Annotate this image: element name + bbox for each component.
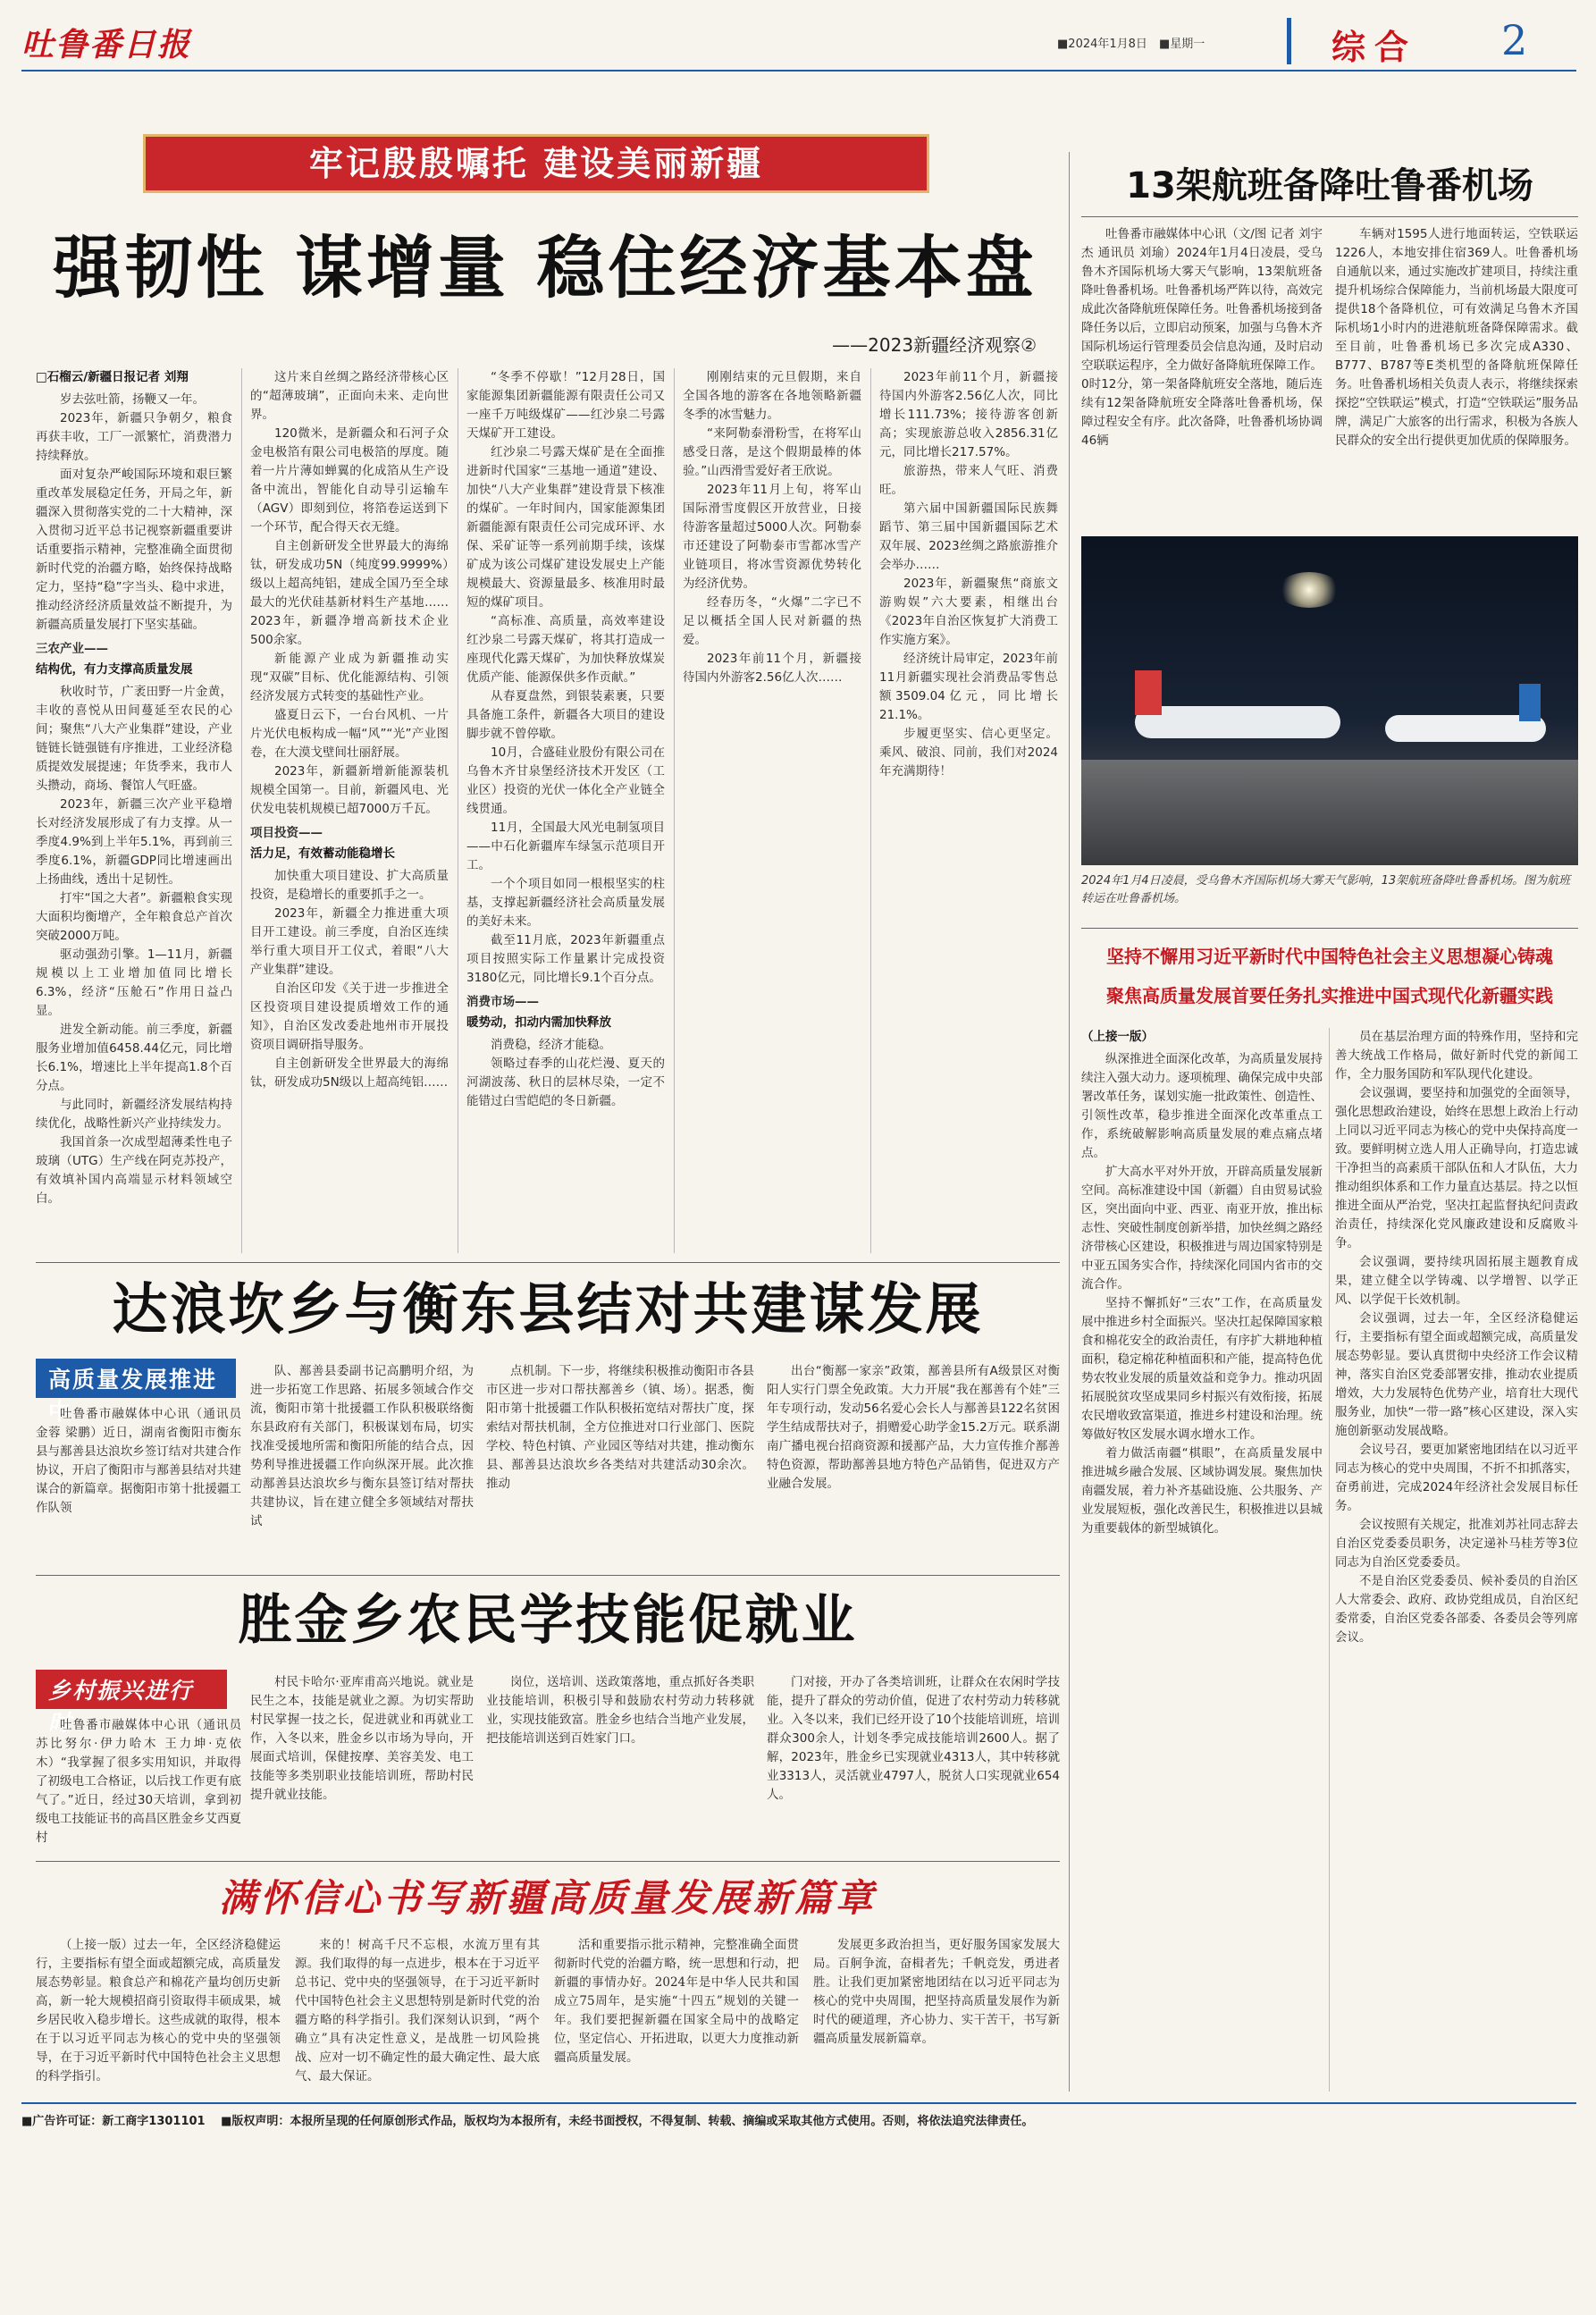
- para: 坚持不懈抓好“三农”工作，在高质量发展中推进乡村全面振兴。坚决扛起保障国家粮食和棉花安全的政治责任，有序扩大耕地种植面积，稳定棉花种植面积和产能，提高特色优势农牧业发展的质量效益和竞争力。推动巩固拓展脱贫攻坚成果同乡村振兴有效衔接，拓展农民增收致富渠道，推进乡村建设和治理。统筹做好牧区发展水调水增水工作。: [1081, 1296, 1323, 1442]
- col-divider: [241, 368, 242, 1253]
- footer: [21, 2111, 1576, 2136]
- article6-col1: [36, 1936, 281, 2092]
- para: 步履更坚实、信心更坚定。乘风、破浪、同前，我们对2024年充满期待！: [879, 727, 1058, 779]
- continued-note: （上接一版）: [1081, 1030, 1154, 1044]
- article2-rule: [1081, 216, 1578, 217]
- para: 自主创新研发全世界最大的海绵钛，研发成功5N级以上超高纯铝……: [250, 1056, 449, 1090]
- article4-tag-text: 高质量发展推进中: [48, 1367, 218, 1425]
- para: 来的！树高千尺不忘根，水流万里有其源。我们取得的每一点进步，根本在于习近平总书记、党中央的坚强领导，在于习近平新时代中国特色社会主义思想特别是新时代党的治疆方略的科学指引。我们深刻认识到，“两个确立”具有决定性意义，是战胜一切风险挑战、应对一切不确定性的最大确定性、最大底气、最大保证。: [295, 1938, 540, 2084]
- date-text: 2024年1月8日: [1068, 38, 1147, 51]
- para: 不是自治区党委委员、候补委员的自治区人大常委会、政府、政协党组成员，自治区纪委常委，自治区党委各部委、各委员会等列席会议。: [1335, 1574, 1578, 1645]
- para: 会议强调，过去一年，全区经济稳健运行，主要指标有望全面或超额完成，高质量发展态势彰显。要认真贯彻中央经济工作会议精神，落实自治区党委部署安排，推动农业提质增效，大力发展特色优势产业，培育壮大现代服务业，加快“一带一路”核心区建设，深入实施创新驱动发展战略。: [1335, 1311, 1578, 1438]
- col-divider: [1329, 1028, 1330, 2092]
- article4-col2: [250, 1362, 474, 1566]
- col-divider: [870, 368, 871, 1253]
- photo-aircraft-tail: [1519, 684, 1541, 721]
- article6-title-text: 满怀信心书写新疆高质量发展新篇章: [218, 1876, 877, 1920]
- photo-caption: [1081, 872, 1578, 917]
- para: 2023年，新疆三次产业平稳增长对经济发展形成了有力支撑。从一季度4.9%到上半年5.1%，再到前三季度6.1%，新疆GDP同比增速画出上扬曲线，透出十足韧性。: [36, 797, 232, 887]
- article6-title: [36, 1870, 1060, 1927]
- para: 驱动强劲引擎。1—11月，新疆规模以上工业增加值同比增长6.3%，经济“压舱石”作用日益凸显。: [36, 947, 232, 1018]
- para: 2023年11月上旬，将军山国际滑雪度假区开放营业，日接待游客量超过5000人次。阿勒泰市还建设了阿勒泰市雪都冰雪产业链项目，将冰雪资源优势转化为经济优势。: [683, 483, 861, 591]
- article1-col2: [250, 368, 449, 1253]
- para: “来阿勒泰滑粉雪，在将军山感受日落，是这个假期最棒的体验。”山西滑雪爱好者王欣说。: [683, 426, 861, 478]
- footer-rule: [21, 2102, 1576, 2104]
- article6-col3: [554, 1936, 799, 2092]
- sub-title: 结构优，有力支撑高质量发展: [36, 662, 193, 677]
- article5-title: [36, 1582, 1060, 1659]
- photo-aircraft-tail: [1135, 670, 1162, 715]
- para: 新能源产业成为新疆推动实现“双碳”目标、优化能源结构、引领经济发展方式转变的基础性产业。: [250, 652, 449, 703]
- article5-col3: [486, 1673, 754, 1852]
- article5-title-text: 胜金乡农民学技能促就业: [238, 1589, 858, 1652]
- para: 2023年，新疆聚焦“商旅文游购娱”六大要素，相继出台《2023年自治区恢复扩大消费工作实施方案》。: [879, 577, 1058, 647]
- article4-tag: [36, 1359, 236, 1425]
- para: “冬季不停歇！”12月28日，国家能源集团新疆能源有限责任公司又一座千万吨级煤矿——红沙泉二号露天煤矿开工建设。: [466, 370, 665, 441]
- para: 消费稳，经济才能稳。: [491, 1038, 611, 1052]
- sub-heading: 三农产业——: [36, 642, 108, 656]
- sub-heading: 项目投资——: [250, 826, 323, 840]
- col-divider: [674, 368, 675, 1253]
- para: 活和重要指示批示精神，完整准确全面贯彻新时代党的治疆方略，统一思想和行动，把新疆的事情办好。2024年是中华人民共和国成立75周年，是实施“十四五”规划的关键一年。我们要把握新疆在国家全局中的战略定位，坚定信心、开拓进取，以更大力度推动新疆高质量发展。: [554, 1938, 799, 2065]
- article2-title-text: 13架航班备降吐鲁番机场: [1126, 165, 1533, 206]
- article5-col4: [767, 1673, 1060, 1852]
- article5-col1: [36, 1716, 241, 1852]
- section-text: 综合: [1331, 28, 1418, 67]
- para: 领略过春季的山花烂漫、夏天的河湖波荡、秋日的层林尽染，一定不能错过白雪皑皑的冬日新疆。: [466, 1056, 665, 1108]
- article4-title-text: 达浪坎乡与衡东县结对共建谋发展: [112, 1276, 984, 1342]
- photo-tarmac: [1081, 760, 1578, 865]
- para: 队、鄯善县委副书记高鹏明介绍，为进一步拓宽工作思路、拓展多领域合作交流，衡阳市第十批援疆工作队积极联络衡东县政府有关部门，积极谋划布局，切实找准受援地所需和衡阳所能的结合点，因势利导推进援疆工作向纵深开展。此次推动鄯善县达浪坎乡与衡东县签订结对帮扶共建协议，旨在建立健全多领域结对帮扶试: [250, 1364, 474, 1528]
- masthead-logo: [21, 20, 290, 64]
- page-number: [1501, 16, 1564, 66]
- para: 加快重大项目建设、扩大高质量投资，是稳增长的重要抓手之一。: [250, 869, 449, 902]
- para: 纵深推进全面深化改革，为高质量发展持续注入强大动力。逐项梳理、确保完成中央部署改革任务，谋划实施一批政策性、创造性、引领性改革，稳步推进全面深化改革重点工作，系统破解影响高质量发展的难点痛点堵点。: [1081, 1052, 1323, 1160]
- para: 着力做活南疆“棋眼”，在高质量发展中推进城乡融合发展、区域协调发展。聚焦加快南疆发展，着力补齐基础设施、公共服务、产业发展短板，强化改善民生，积极推进以县城为重要载体的新型城镇化。: [1081, 1446, 1323, 1536]
- para: 点机制。下一步，将继续积极推动衡阳市各县市区进一步对口帮扶鄯善乡（镇、场）。据悉，衡阳市第十批援疆工作队积极拓宽结对帮扶广度，探索结对帮扶机制，全方位推进对口行业部门、医院学校、特色村镇、产业园区等结对共建，推动衡东县、鄯善县达浪坎乡各类结对共建活动30余次。推动: [486, 1364, 754, 1491]
- para: 截至11月底，2023年新疆重点项目按照实际工作量累计完成投资3180亿元，同比增长9.1个百分点。: [466, 933, 665, 985]
- para: 面对复杂严峻国际环境和艰巨繁重改革发展稳定任务，开局之年，新疆深入贯彻落实党的二十大精神，深入贯彻习近平总书记视察新疆重要讲话重要指示精神，完整准确全面贯彻新时代党的治疆方略，始终保持战略定力，坚持“稳”字当头、稳中求进，推动经济经济质量效益不断提升，为新疆高质量发展打下坚实基础。: [36, 467, 232, 632]
- para: “高标准、高质量，高效率建设红沙泉二号露天煤矿，将其打造成一座现代化露天煤矿，为加快释放煤炭优质产能、能源保供多作贡献。”: [466, 614, 665, 685]
- para: 一个个项目如同一根根坚实的柱基，支撑起新疆经济社会高质量发展的美好未来。: [466, 877, 665, 929]
- para: 扩大高水平对外开放，开辟高质量发展新空间。高标准建设中国（新疆）自由贸易试验区，突出面向中亚、西亚、南亚开放，推出标志性、突破性制度创新举措，加快丝绸之路经济带核心区建设，积极推进与周边国家特别是中亚五国务实合作，持续深化同国内省市的交流合作。: [1081, 1165, 1323, 1292]
- masthead-rule: [21, 70, 1576, 72]
- airport-photo: [1081, 536, 1578, 865]
- para: 这片来自丝绸之路经济带核心区的“超薄玻璃”，正面向未来、走向世界。: [250, 370, 449, 422]
- para: 会议强调，要持续巩固拓展主题教育成果，建立健全以学铸魂、以学增智、以学正风、以学促干长效机制。: [1335, 1255, 1578, 1307]
- article3-title: [1081, 937, 1578, 1019]
- para: 盛夏日云下，一台台风机、一片片光伏电板构成一幅“风”“光”产业图卷，在大漠戈壁间壮丽舒展。: [250, 708, 449, 760]
- article6-col4: [813, 1936, 1060, 2092]
- para: 吐鲁番市融媒体中心讯（通讯员 金蓉 梁鹏）近日，湖南省衡阳市衡东县与鄯善县达浪坎乡签订结对共建合作协议，开启了衡阳市与鄯善县结对共建谋合的新篇章。据衡阳市第十批援疆工作队领: [36, 1407, 241, 1515]
- right-column-divider: [1069, 152, 1070, 2092]
- para: 自主创新研发全世界最大的海绵钛，研发成功5N（纯度99.9999%）级以上超高纯铝，建成全国乃至全球最大的光伏硅基新材料生产基地……2023年，新疆净增高新技术企业500余家。: [250, 539, 449, 647]
- article-title: [36, 223, 1054, 313]
- masthead-date: ■2024年1月8日 ■星期一: [1057, 38, 1205, 51]
- para: 经春历冬，“火爆”二字已不足以概括全国人民对新疆的热爱。: [683, 595, 861, 647]
- para: 10月，合盛硅业股份有限公司在乌鲁木齐甘泉堡经济技术开发区（工业区）投资的光伏一体化全产业链全线贯通。: [466, 745, 665, 816]
- article-subtitle: [500, 331, 1037, 358]
- sub-title: 暖势动，扣动内需加快释放: [466, 1015, 611, 1030]
- para: 自治区印发《关于进一步推进全区投资项目建设提质增效工作的通知》，自治区发改委赴地州市开展投资项目调研指导服务。: [250, 981, 449, 1052]
- para: 车辆对1595人进行地面转运，空铁联运1226人，本地安排住宿369人。吐鲁番机场自通航以来，通过实施改扩建项目，持续注重提升机场综合保障能力，当前机场最大限度可提供18个备降机位，可有效满足乌鲁木齐国际机场1小时内的进港航班备降保障需求。截至目前，吐鲁番机场已多次完成A330、B777、B787等E类机型的备降航班保障任务。吐鲁番机场相关负责人表示，将继续探索探挖“空铁联运”模式，打造“空铁联运”服务品牌，满足广大旅客的出行需求，积极为各族人民群众的安全出行提供更加优质的保障服务。: [1335, 227, 1578, 448]
- article5-top-rule: [36, 1575, 1060, 1576]
- article4-col1: [36, 1405, 241, 1566]
- para: 门对接，开办了各类培训班，让群众在农闲时学技能，提升了群众的劳动价值，促进了农村劳动力转移就业。入冬以来，我们已经开设了10个技能培训班，培训群众300余人，计划冬季完成技能培训2600人。据了解，2023年，胜金乡已实现就业4313人，其中转移就业3313人，灵活就业4797人，脱贫人口实现就业654人。: [767, 1675, 1060, 1802]
- para: （上接一版）过去一年，全区经济稳健运行，主要指标有望全面或超额完成，高质量发展态势彰显。粮食总产和棉花产量均创历史新高，新一轮大规模招商引资取得丰硕成果，城乡居民收入稳步增长。这些成就的取得，根本在于以习近平同志为核心的党中央的坚强领导，在于习近平新时代中国特色社会主义思想的科学指引。: [36, 1938, 281, 2084]
- para: 秋收时节，广袤田野一片金黄，丰收的喜悦从田间蔓延至农民的心间；聚焦“八大产业集群”建设，产业链链长链强链有序推进，工业经济稳质提效发展提速；年货季来，我市人头攒动，商场、餐馆人气旺盛。: [36, 685, 232, 793]
- article1-col4: [683, 368, 861, 1253]
- banner-text: 牢记殷殷嘱托 建设美丽新疆: [308, 144, 764, 183]
- masthead-divider: [1287, 18, 1291, 64]
- para: 出台“衡鄯一家亲”政策，鄯善县所有A级景区对衡阳人实行门票全免政策。大力开展“我在鄯善有个娃”三年专项行动，发动56名爱心会长人与鄯善县122名贫困学生结成帮扶对子，捐赠爱心助学金15.2万元。联系湖南广播电视台招商资源和援鄯产品，大力宣传推介鄯善特色资源，帮助鄯善县地方特色产品销售，促进双方产业融合发展。: [767, 1364, 1060, 1491]
- para: 发展更多政治担当，更好服务国家发展大局。百舸争流，奋楫者先；千帆竞发，勇进者胜。让我们更加紧密地团结在以习近平同志为核心的党中央周围，把坚持高质量发展作为新时代的硬道理，齐心协力、实干苦干，书写新疆高质量发展新篇章。: [813, 1938, 1060, 2046]
- para: 2023年前11个月，新疆接待国内外游客2.56亿人次，同比增长111.73%；接待游客创新高；实现旅游总收入2856.31亿元，同比增长217.57%。: [879, 370, 1058, 459]
- article3-title-line1: 坚持不懈用习近平新时代中国特色社会主义思想凝心铸魂: [1106, 946, 1553, 967]
- para: 旅游热，带来人气旺、消费旺。: [879, 464, 1058, 497]
- article6-top-rule: [36, 1861, 1060, 1862]
- photo-floodlight: [1278, 572, 1340, 608]
- byline: □石榴云/新疆日报记者 刘翔: [36, 370, 189, 384]
- sub-heading: 消费市场——: [466, 995, 539, 1009]
- para: 村民卡哈尔·亚库甫高兴地说。就业是民生之本，技能是就业之源。为切实帮助村民掌握一技之长，促进就业和再就业工作，入冬以来，胜金乡以市场为导向，开展面式培训，保健按摩、美容美发、电工技能等多类别职业技能培训班，帮助村民提升就业技能。: [250, 1675, 474, 1802]
- para: 从春夏盘然，到银装素裹，只要具备施工条件，新疆各大项目的建设脚步就不曾停歇。: [466, 689, 665, 741]
- para: 2023年，新疆只争朝夕，粮食再获丰收，工厂一派繁忙，消费潜力持续释放。: [36, 411, 232, 463]
- para: 红沙泉二号露天煤矿是在全面推进新时代国家“三基地一通道”建设、加快“八大产业集群”建设背景下核准的煤矿。一年时间内，国家能源集团新疆能源有限责任公司完成环评、水保、采矿证等一系列前期手续，该煤矿成为该公司煤矿建设发展史上产能规模最大、资源量最多、核准用时最短的煤矿项目。: [466, 445, 665, 610]
- article1-col3: [466, 368, 665, 1253]
- article5-tag-text: 乡村振兴进行时: [48, 1678, 194, 1736]
- para: 120微米，是新疆众和石河子众金电极箔有限公司电极箔的厚度。随着一片片薄如蝉翼的化成箔从生产设备中流出，智能化自动导引运输车（AGV）即刻到位，将箔卷运送到下一个环节，配合得天衣无缝。: [250, 426, 449, 535]
- article3-col2: [1335, 1028, 1578, 2092]
- article3-col1: [1081, 1028, 1323, 2092]
- banner: [143, 134, 929, 193]
- article4-title: [36, 1269, 1060, 1350]
- article5-col2: [250, 1673, 474, 1852]
- para: 11月，全国最大风光电制氢项目——中石化新疆库车绿氢示范项目开工。: [466, 821, 665, 872]
- footer-license: ■广告许可证：新工商字1301101: [21, 2115, 206, 2128]
- article1-subtitle-text: ——2023新疆经济观察②: [832, 334, 1037, 356]
- para: 刚刚结束的元旦假期，来自全国各地的游客在各地领略新疆冬季的冰雪魅力。: [683, 370, 861, 422]
- para: 会议号召，要更加紧密地团结在以习近平同志为核心的党中央周围，不折不扣抓落实，奋勇前进，完成2024年经济社会发展目标任务。: [1335, 1443, 1578, 1513]
- footer-statement: ■版权声明：本报所呈现的任何原创形式作品，版权均为本报所有，未经书面授权，不得复制、转载、摘编或采取其他方式使用。否则，将依法追究法律责任。: [221, 2115, 1034, 2128]
- article4-col4: [767, 1362, 1060, 1566]
- para: 会议按照有关规定，批准刘苏社同志辞去自治区党委委员职务，决定递补马桂芳等3位同志为自治区党委委员。: [1335, 1518, 1578, 1570]
- para: 员在基层治理方面的特殊作用，坚持和完善大统战工作格局，做好新时代党的新闻工作，全力服务国防和军队现代化建设。: [1335, 1030, 1578, 1082]
- article4-col3: [486, 1362, 754, 1566]
- para: 第六届中国新疆国际民族舞蹈节、第三届中国新疆国际艺术双年展、2023丝绸之路旅游推介会举办……: [879, 501, 1058, 572]
- photo-caption-text: 2024年1月4日凌晨，受乌鲁木齐国际机场大雾天气影响，13架航班备降吐鲁番机场。图为航班转运在吐鲁番机场。: [1081, 874, 1571, 905]
- article6-col2: [295, 1936, 540, 2092]
- para: 2023年，新疆新增新能源装机规模全国第一。目前，新疆风电、光伏发电装机规模已超7000万千瓦。: [250, 764, 449, 816]
- article4-top-rule: [36, 1262, 1060, 1263]
- logo-text: 吐鲁番日报: [21, 26, 192, 63]
- sub-title: 活力足，有效蓄动能稳增长: [250, 846, 395, 861]
- article1-col5: [879, 368, 1058, 1253]
- para: 吐鲁番市融媒体中心讯（文/图 记者 刘宇杰 通讯员 刘瑜）2024年1月4日凌晨，受乌鲁木齐国际机场大雾天气影响，13架航班备降吐鲁番机场。吐鲁番机场严阵以待，高效完成此次备降航班保障任务。吐鲁番机场接到备降任务以后，立即启动预案，加强与乌鲁木齐国际机场运行管理委员会信息沟通，及时启动空联联运程序，全力做好备降航班保障工作。0时12分，第一架备降航班安全落地，随后连续有12架备降航班安全降落吐鲁番机场，保障过程安全有序。此次备降，吐鲁番机场协调46辆: [1081, 227, 1323, 448]
- para: 岁去弦吐箭，扬鞭又一年。: [60, 392, 205, 407]
- article2-col2: [1335, 225, 1578, 529]
- para: 2023年前11个月，新疆接待国内外游客2.56亿人次……: [683, 652, 861, 685]
- photo-aircraft: [1135, 706, 1340, 738]
- article3-title-line2: 聚焦高质量发展首要任务扎实推进中国式现代化新疆实践: [1106, 985, 1553, 1006]
- para: 岗位，送培训、送政策落地，重点抓好各类职业技能培训，积极引导和鼓励农村劳动力转移就业，实现技能致富。胜金乡也结合当地产业发展，把技能培训送到百姓家门口。: [486, 1675, 754, 1746]
- para: 与此同时，新疆经济发展结构持续优化，战略性新兴产业持续发力。: [36, 1098, 232, 1131]
- para: 进发全新动能。前三季度，新疆服务业增加值6458.44亿元，同比增长6.1%，增速比上半年提高1.8个百分点。: [36, 1023, 232, 1093]
- article1-col1: [36, 368, 232, 1253]
- article2-bottom-rule: [1081, 928, 1578, 929]
- para: 打牢“国之大者”。新疆粮食实现大面积均衡增产，全年粮食总产首次突破2000万吨。: [36, 891, 232, 943]
- para: 会议强调，要坚持和加强党的全面领导，强化思想政治建设，始终在思想上政治上行动上同以习近平同志为核心的党中央保持高度一致。要鲜明树立选人用人正确导向，打造忠诚干净担当的高素质干部队伍和人才队伍，大力推动组织体系和工作力量直达基层。持之以恒推进全面从严治党，坚决扛起监督执纪问责政治责任，持续深化党风廉政建设和反腐败斗争。: [1335, 1086, 1578, 1250]
- section-name: [1331, 20, 1457, 67]
- article2-title: [1081, 161, 1578, 211]
- para: 吐鲁番市融媒体中心讯（通讯员 苏比努尔·伊力哈木 王力坤·克依木）“我掌握了很多实用知识，并取得了初级电工合格证，以后找工作更有底气了。”近日，经过30天培训，拿到初级电工技能证书的高昌区胜金乡艾西夏村: [36, 1718, 241, 1845]
- article5-tag: [36, 1670, 227, 1736]
- para: 经济统计局审定，2023年前11月新疆实现社会消费品零售总额3509.04亿元，同比增长21.1%。: [879, 652, 1058, 722]
- weekday-text: 星期一: [1170, 38, 1205, 51]
- page-number-text: 2: [1501, 16, 1528, 64]
- article1-title-text: 强韧性 谋增量 稳住经济基本盘: [53, 228, 1037, 307]
- article2-col1: [1081, 225, 1323, 529]
- para: 我国首条一次成型超薄柔性电子玻璃（UTG）生产线在阿克苏投产，有效填补国内高端显示材料领域空白。: [36, 1135, 232, 1206]
- para: 2023年，新疆全力推进重大项目开工建设。前三季度，自治区连续举行重大项目开工仪式，着眼“八大产业集群”建设。: [250, 906, 449, 977]
